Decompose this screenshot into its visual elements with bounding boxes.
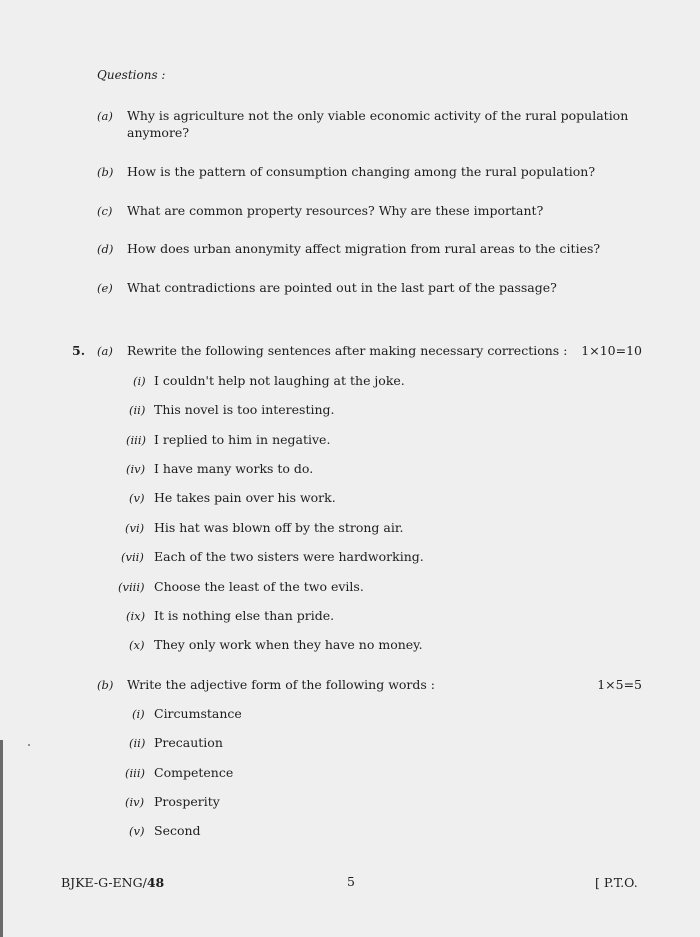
q5b-item-5-label: (v): [129, 824, 145, 838]
question-b-label: (b): [97, 165, 114, 179]
q5b-item-1-label: (i): [132, 707, 145, 721]
question-a-label: (a): [97, 109, 113, 123]
question-a-line-2: anymore?: [127, 125, 190, 140]
question-e-text: What contradictions are pointed out in the last part of the passage?: [127, 280, 557, 295]
q5a-item-1-text: I couldn't help not laughing at the joke.: [154, 373, 405, 388]
questions-heading: Questions :: [97, 68, 166, 82]
q5b-item-3-text: Competence: [154, 765, 234, 780]
q5a-item-10-text: They only work when they have no money.: [154, 637, 423, 652]
q5a-item-5-label: (v): [129, 491, 145, 505]
q5a-item-7-label: (vii): [121, 550, 144, 564]
question-a-line-1: Why is agriculture not the only viable economic activity of the rural population: [127, 108, 629, 123]
q5a-item-7-text: Each of the two sisters were hardworking.: [154, 549, 424, 564]
q5-part-a-label: (a): [97, 344, 113, 358]
q5a-item-1-label: (i): [133, 374, 146, 388]
q5-part-a-marks: 1×10=10: [581, 343, 642, 358]
paper-code-suffix: 48: [146, 875, 165, 890]
q5a-item-3-text: I replied to him in negative.: [154, 432, 331, 447]
q5b-item-4-label: (iv): [125, 795, 145, 809]
scan-speck: [28, 744, 30, 746]
scan-edge-shadow: [0, 740, 3, 937]
q5a-item-2-label: (ii): [129, 403, 146, 417]
q5b-item-2-text: Precaution: [154, 735, 223, 750]
question-e-label: (e): [97, 281, 113, 295]
q5b-item-2-label: (ii): [129, 736, 146, 750]
q5b-item-5-text: Second: [154, 823, 201, 838]
q5-part-a-instruction: Rewrite the following sentences after making necessary corrections :: [127, 343, 568, 358]
question-b-text: How is the pattern of consumption changing among the rural population?: [127, 164, 596, 179]
question-c-label: (c): [97, 204, 113, 218]
q5a-item-2-text: This novel is too interesting.: [154, 402, 335, 417]
question-d-label: (d): [97, 242, 114, 256]
page-number: 5: [347, 874, 355, 889]
q5a-item-3-label: (iii): [126, 433, 147, 447]
paper-code-prefix: BJKE-G-ENG/: [61, 875, 147, 890]
q5a-item-10-label: (x): [129, 638, 145, 652]
q5b-item-3-label: (iii): [125, 766, 146, 780]
question-c-text: What are common property resources? Why are these important?: [127, 203, 544, 218]
question-5-number: 5.: [72, 343, 86, 358]
q5a-item-6-label: (vi): [125, 521, 145, 535]
q5b-item-4-text: Prosperity: [154, 794, 220, 809]
q5-part-b-instruction: Write the adjective form of the following words :: [127, 677, 436, 692]
q5a-item-9-label: (ix): [126, 609, 146, 623]
q5a-item-4-label: (iv): [126, 462, 146, 476]
q5-part-b-marks: 1×5=5: [597, 677, 642, 692]
q5a-item-5-text: He takes pain over his work.: [154, 490, 336, 505]
paper-code: [61, 875, 164, 890]
pto-marker: [ P.T.O.: [595, 875, 638, 890]
q5a-item-4-text: I have many works to do.: [154, 461, 314, 476]
question-d-text: How does urban anonymity affect migration from rural areas to the cities?: [127, 241, 601, 256]
q5a-item-9-text: It is nothing else than pride.: [154, 608, 335, 623]
q5-part-b-label: (b): [97, 678, 114, 692]
q5a-item-6-text: His hat was blown off by the strong air.: [154, 520, 404, 535]
q5a-item-8-label: (viii): [118, 580, 145, 594]
q5b-item-1-text: Circumstance: [154, 706, 242, 721]
q5a-item-8-text: Choose the least of the two evils.: [154, 579, 364, 594]
